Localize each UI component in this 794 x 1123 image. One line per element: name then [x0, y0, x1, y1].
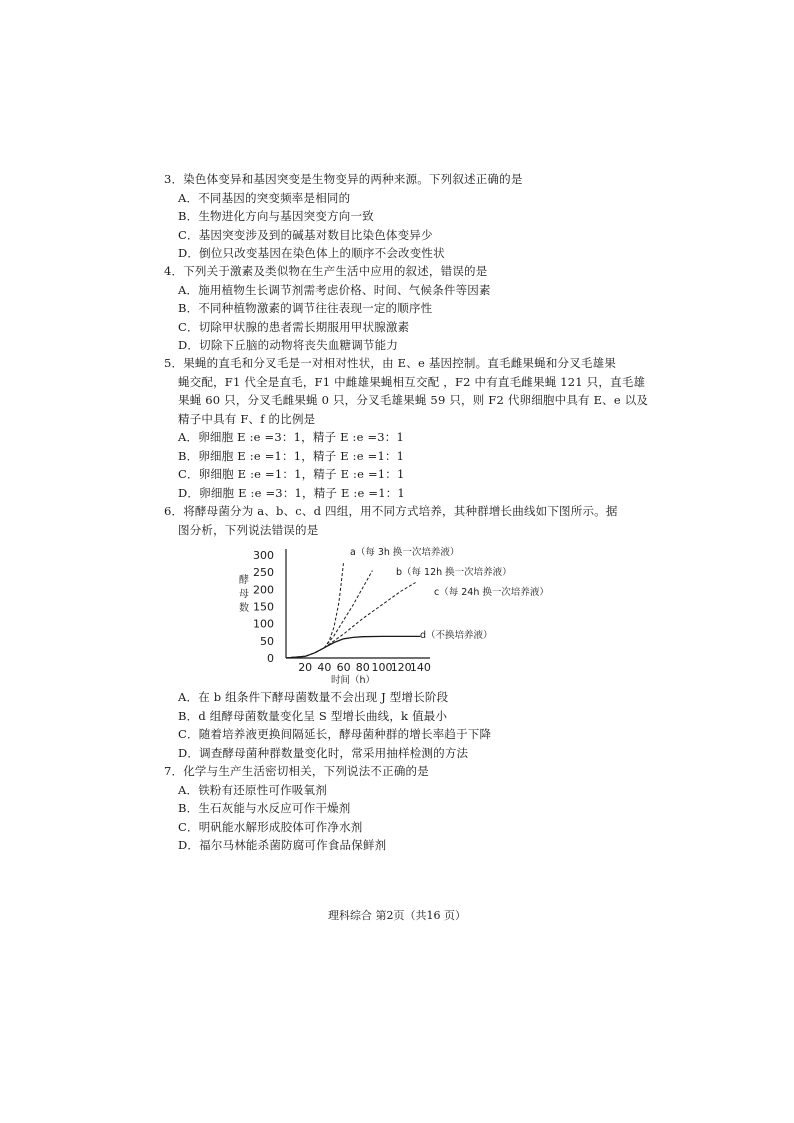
q6-option-b: B．d 组酵母菌数量变化呈 S 型增长曲线，k 值最小	[178, 709, 448, 723]
y-tick-label: 200	[253, 583, 274, 597]
q6-stem-line-2: 图分析，下列说法错误的是	[178, 523, 319, 537]
x-tick-label: 60	[336, 661, 351, 674]
label-series-d: d（不换培养液）	[420, 630, 493, 641]
q5-option-d: D．卵细胞 E :e =3：1，精子 E :e =1：1	[178, 486, 405, 500]
q5-stem-line-1: 5．果蝇的直毛和分叉毛是一对相对性状，由 E、e 基因控制。直毛雌果蝇和分叉毛雄果	[164, 356, 617, 370]
x-tick-label: 20	[298, 661, 313, 674]
y-tick-label: 0	[267, 652, 274, 665]
y-tick-labels	[253, 549, 274, 665]
q6-option-a: A．在 b 组条件下酵母菌数量不会出现 J 型增长阶段	[178, 690, 449, 704]
page-footer: 理科综合 第2页（共16 页）	[328, 909, 466, 922]
q3-option-b: B．生物进化方向与基因突变方向一致	[178, 209, 374, 223]
q4-option-d: D．切除下丘脑的动物将丧失血糖调节能力	[178, 338, 399, 352]
q7-stem: 7．化学与生产生活密切相关，下列说法不正确的是	[164, 764, 429, 778]
q7-option-a: A．铁粉有还原性可作吸氧剂	[178, 783, 327, 797]
x-tick-label: 120	[390, 661, 412, 674]
q5-option-b: B．卵细胞 E :e =1：1，精子 E :e =1：1	[178, 449, 405, 463]
q5-stem-line-2: 蝇交配，F1 代全是直毛，F1 中雌雄果蝇相互交配 ，F2 中有直毛雌果蝇 121 只，直毛雄	[178, 375, 646, 389]
y-tick-label: 50	[260, 634, 274, 648]
x-tick-label: 100	[371, 661, 393, 674]
q4-option-c: C．切除甲状腺的患者需长期服用甲状腺激素	[178, 320, 410, 334]
x-tick-label: 80	[355, 661, 370, 674]
label-series-b: b（每 12h 换一次培养液）	[396, 567, 512, 578]
q6-option-c: C．随着培养液更换间隔延长，酵母菌种群的增长率趋于下降	[178, 727, 492, 741]
label-series-c: c（每 24h 换一次培养液）	[434, 587, 549, 598]
y-label-char-3: 数	[239, 603, 249, 614]
q6-option-d: D．调查酵母菌种群数量变化时，常采用抽样检测的方法	[178, 746, 469, 760]
label-series-a: a（每 3h 换一次培养液）	[350, 547, 460, 558]
q5-stem-line-3: 果蝇 60 只，分叉毛雌果蝇 0 只，分叉毛雄果蝇 59 只，则 F2 代卵细胞中具有 E、e 以及	[178, 393, 649, 407]
y-tick-label: 150	[253, 600, 274, 614]
q5-option-c: C．卵细胞 E :e =1：1，精子 E :e =1：1	[178, 467, 405, 481]
q6-stem-line-1: 6．将酵母菌分为 a、b、c、d 四组，用不同方式培养，其种群增长曲线如下图所示。据	[164, 504, 618, 518]
q3-stem: 3．染色体变异和基因突变是生物变异的两种来源。下列叙述正确的是	[164, 172, 523, 186]
y-axis-label	[239, 573, 249, 614]
q4-stem: 4．下列关于激素及类似物在生产生活中应用的叙述，错误的是	[164, 264, 488, 278]
q5-stem-line-4: 精子中具有 F、f 的比例是	[178, 412, 316, 426]
y-tick-label: 300	[253, 549, 274, 562]
q3-option-d: D．倒位只改变基因在染色体上的顺序不会改变性状	[178, 246, 445, 260]
y-tick-label: 250	[253, 566, 274, 580]
q7-option-d: D．福尔马林能杀菌防腐可作食品保鲜剂	[178, 838, 387, 852]
series-line-c	[286, 583, 416, 659]
q7-option-b: B．生石灰能与水反应可作干燥剂	[178, 801, 351, 815]
q4-option-b: B．不同种植物激素的调节往往表现一定的顺序性	[178, 301, 433, 315]
q5-option-a: A．卵细胞 E :e =3：1，精子 E :e =3：1	[178, 430, 405, 444]
y-label-char-2: 母	[239, 589, 249, 600]
x-tick-label: 40	[317, 661, 332, 674]
x-tick-label: 140	[409, 661, 431, 674]
chart-axes	[286, 549, 430, 658]
q7-option-c: C．明矾能水解形成胶体可作净水剂	[178, 820, 363, 834]
q3-option-a: A．不同基因的突变频率是相同的	[178, 191, 351, 205]
y-tick-label: 100	[253, 617, 274, 631]
q4-option-a: A．施用植物生长调节剂需考虑价格、时间、气候条件等因素	[178, 283, 491, 297]
y-label-char-1: 酵	[239, 575, 249, 586]
x-tick-labels	[298, 661, 431, 674]
series-line-d	[286, 636, 420, 658]
series-line-a	[286, 562, 344, 658]
x-axis-label: 时间（h）	[330, 675, 376, 686]
q3-option-c: C．基因突变涉及到的碱基对数目比染色体变异少	[178, 228, 433, 242]
population-growth-chart	[225, 543, 565, 688]
series-labels	[350, 546, 549, 641]
